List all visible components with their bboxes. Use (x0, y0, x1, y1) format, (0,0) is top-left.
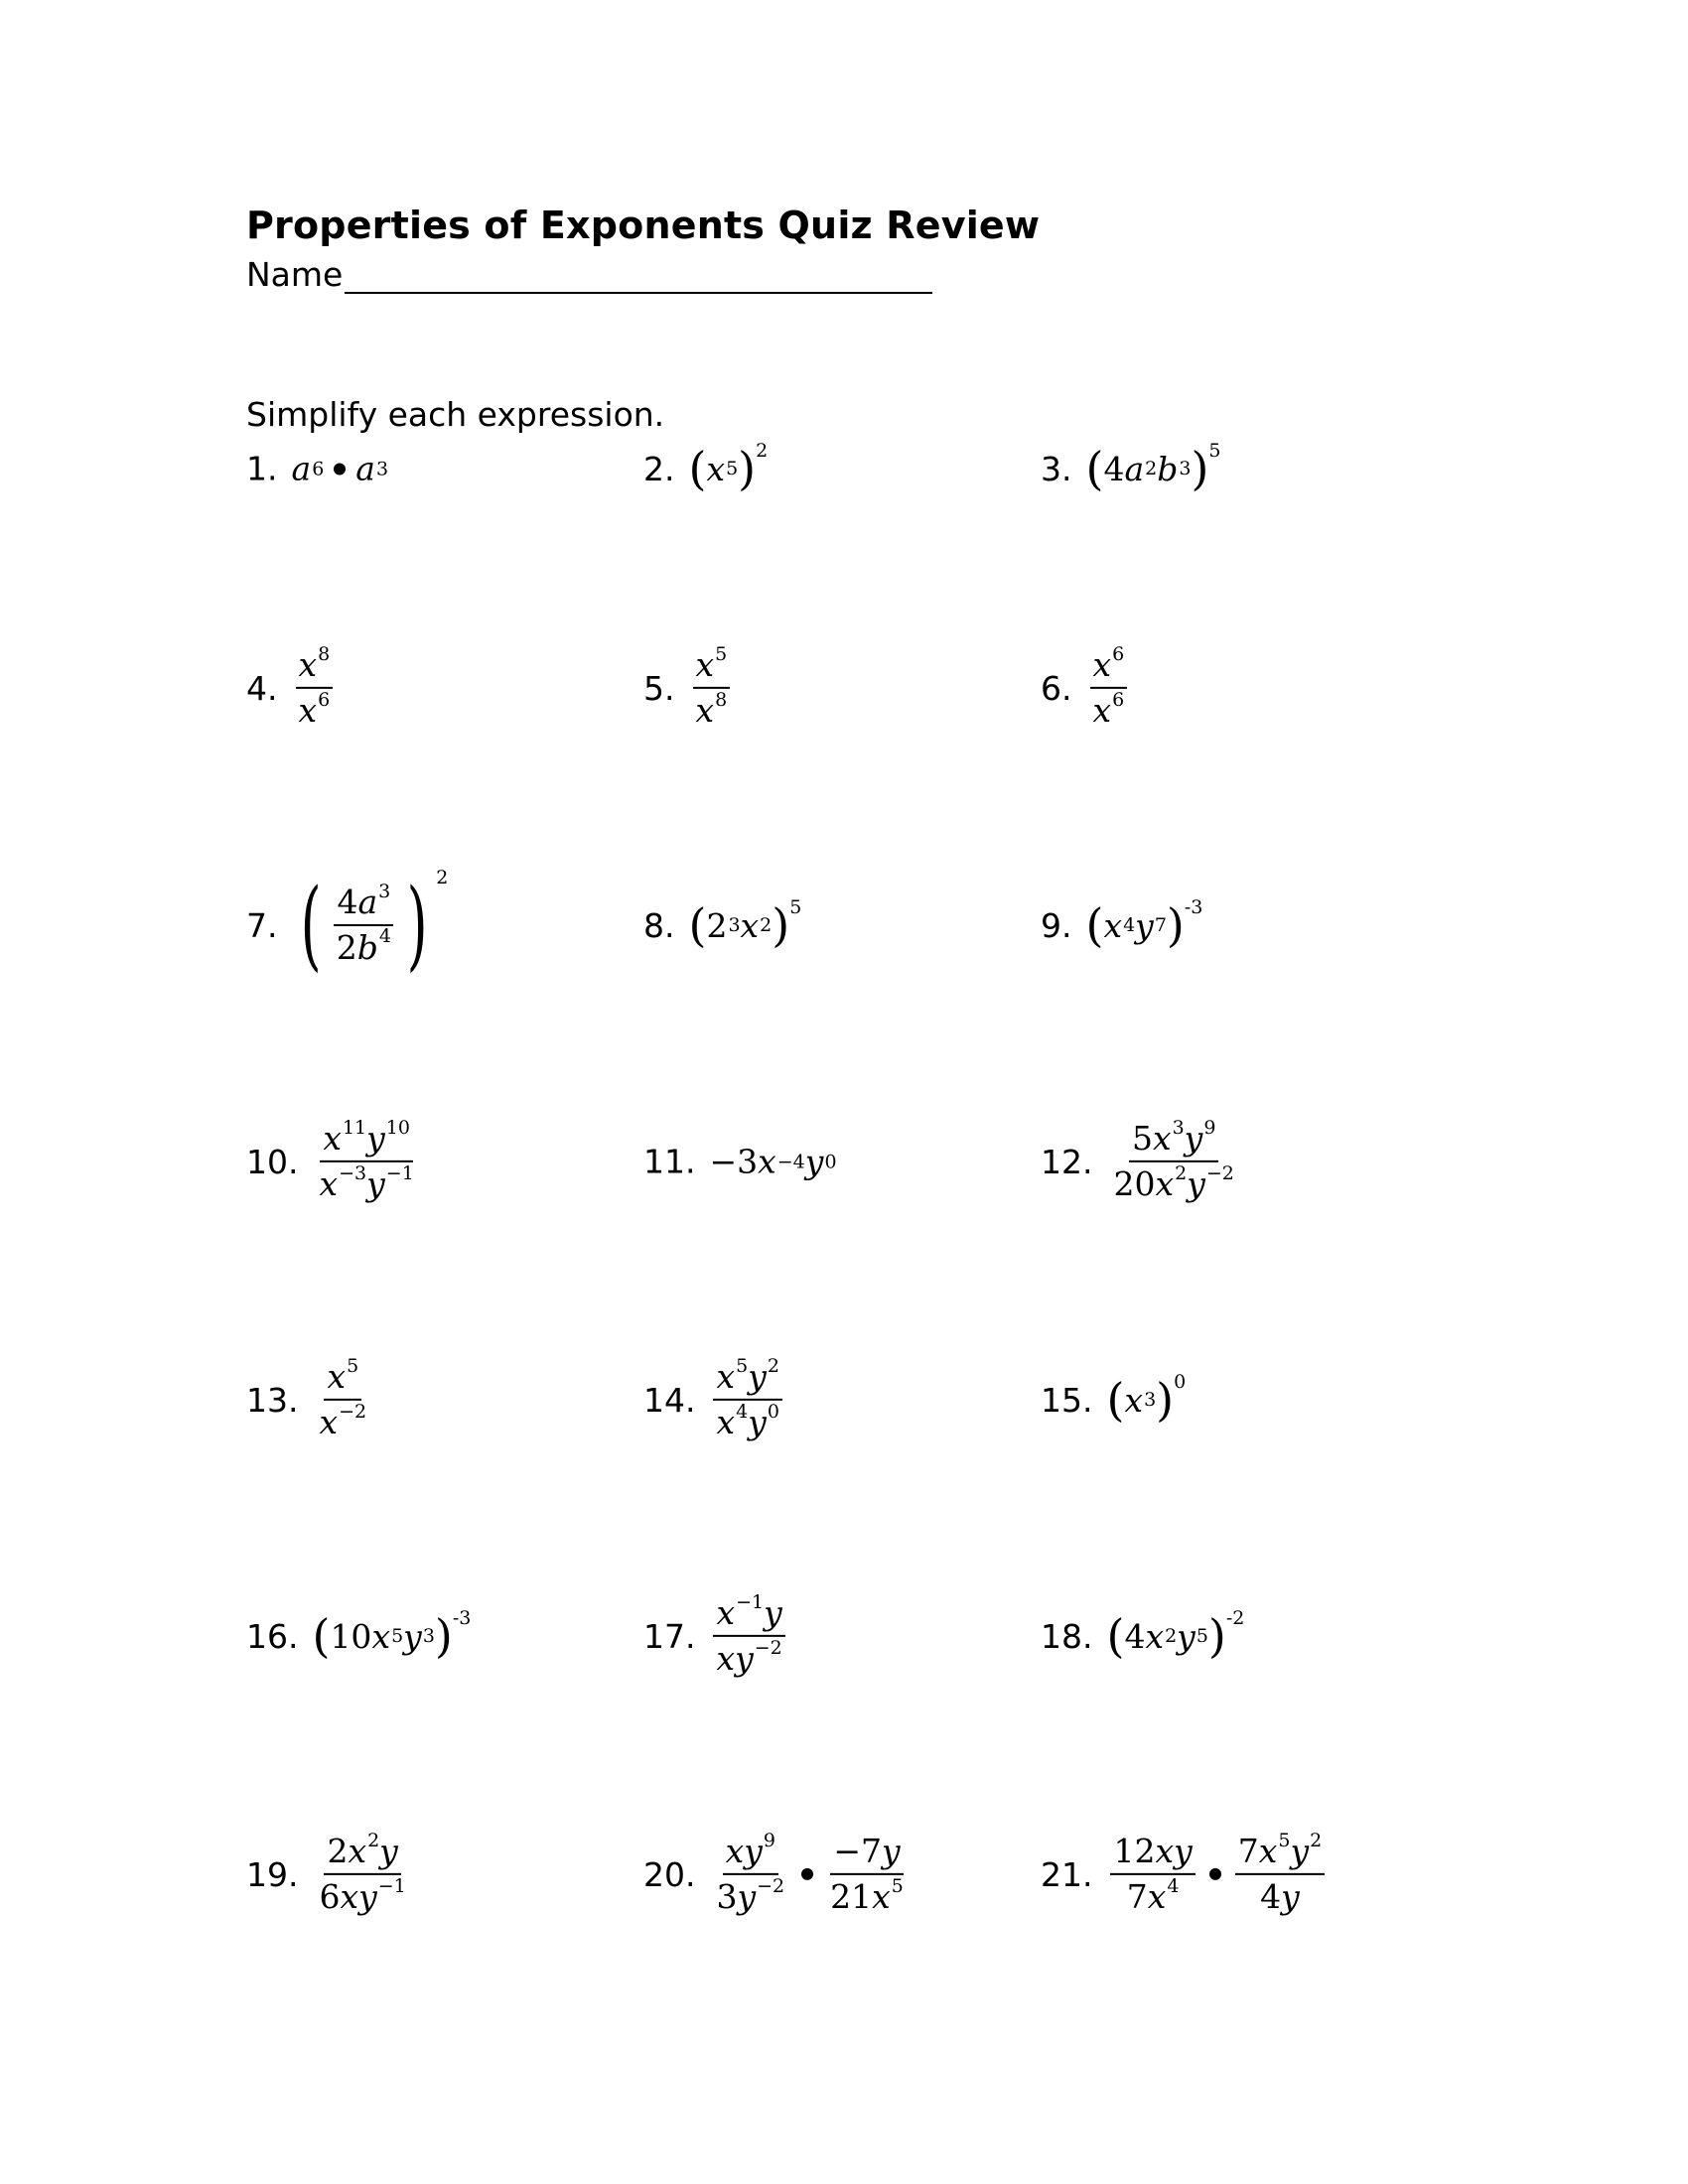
multiply-dot-icon (334, 463, 346, 475)
problem-number: 5. (643, 668, 675, 708)
fraction: $\frac{5x^3y^9}{20x^2y^{-2}}$ (1113, 1116, 1234, 1203)
page-title: Properties of Exponents Quiz Review (246, 204, 1041, 247)
fraction: $\frac{x^8}{x^6}$ (296, 648, 334, 728)
problem-number: 13. (246, 1380, 299, 1420)
problem-number: 8. (643, 905, 675, 945)
fraction: $\frac{-7y}{21x^5}$ (830, 1831, 904, 1916)
problem-number: 16. (246, 1616, 299, 1656)
name-blank-line[interactable] (345, 262, 932, 294)
expression: −3 x −4 y 0 (709, 1142, 837, 1181)
problem-14 (643, 1354, 786, 1441)
fraction: $\frac{x^5}{x^{-2}}$ (319, 1354, 367, 1441)
problem-4 (246, 642, 337, 730)
problem-number: 1. (246, 449, 278, 488)
problem-number: 9. (1041, 905, 1072, 945)
expression: ( 4 x 2 y 5 ) -2 (1106, 1607, 1245, 1663)
problem-number: 18. (1041, 1616, 1093, 1656)
expression: ( x 5 ) 2 (688, 440, 769, 495)
problem-19 (246, 1829, 413, 1916)
problem-13 (246, 1354, 373, 1441)
problem-number: 2. (643, 449, 675, 488)
problem-10 (246, 1116, 421, 1203)
problem-number: 6. (1041, 668, 1072, 708)
problem-20 (643, 1829, 911, 1916)
fraction: $\frac{12xy}{7x^4}$ (1110, 1835, 1195, 1914)
fraction: $\frac{x^6}{x^6}$ (1090, 648, 1128, 728)
problem-11 (643, 1143, 837, 1181)
problem-7 (246, 867, 449, 982)
expression: ( 2 3 x 2 ) 5 (688, 896, 802, 952)
problem-number: 14. (643, 1380, 696, 1420)
problem-number: 21. (1041, 1854, 1093, 1894)
fraction: $\frac{x^{11}y^{10}}{x^{-3}y^{-1}}$ (319, 1116, 414, 1203)
fraction: $\frac{x^{-1}y}{xy^{-2}}$ (713, 1596, 784, 1676)
problem-2 (643, 440, 769, 495)
problem-number: 7. (246, 905, 278, 945)
problem-21 (1041, 1829, 1329, 1916)
fraction: $\frac{xy^9}{3y^{-2}}$ (716, 1829, 785, 1916)
problem-5 (643, 642, 734, 730)
expression: ( 4 a 2 b 3 ) 5 (1085, 440, 1221, 495)
problem-number: 20. (643, 1854, 696, 1894)
problem-number: 10. (246, 1142, 299, 1181)
name-field (246, 255, 932, 294)
problem-15 (1041, 1371, 1187, 1427)
expression (709, 1829, 910, 1916)
expression (1106, 1829, 1329, 1916)
problem-17 (643, 1590, 789, 1678)
problem-6 (1041, 642, 1131, 730)
multiply-dot-icon (1209, 1868, 1221, 1880)
expression: ( x 4 y 7 ) -3 (1085, 896, 1203, 952)
problem-number: 4. (246, 668, 278, 708)
problem-8 (643, 896, 802, 952)
problem-number: 19. (246, 1854, 299, 1894)
problem-number: 3. (1041, 449, 1072, 488)
fraction: $\frac{2x^2y}{6xy^{-1}}$ (319, 1829, 406, 1916)
instructions: Simplify each expression. (246, 395, 665, 434)
problem-number: 17. (643, 1616, 696, 1656)
expression: ( 10 x 5 y 3 ) -3 (312, 1607, 472, 1663)
problem-1 (246, 450, 388, 488)
name-label: Name (246, 255, 344, 294)
fraction: $\frac{4a^3}{2b^4}$ (334, 886, 394, 965)
problem-number: 12. (1041, 1142, 1093, 1181)
fraction: $\frac{7x^5y^2}{4y}$ (1235, 1835, 1325, 1914)
problem-3 (1041, 440, 1221, 495)
problem-9 (1041, 896, 1203, 952)
fraction: $\frac{x^5y^2}{x^4y^0}$ (713, 1360, 781, 1439)
expression: ( $\frac{4a^3}{2b^4}$ ) 2 (300, 867, 449, 982)
problem-18 (1041, 1607, 1245, 1663)
multiply-dot-icon (801, 1868, 813, 1880)
expression: a 6 a 3 (291, 449, 389, 488)
fraction: $\frac{x^5}{x^8}$ (693, 648, 731, 728)
problem-number: 11. (643, 1142, 696, 1181)
problem-12 (1041, 1116, 1241, 1203)
problem-16 (246, 1607, 472, 1663)
expression: ( x 3 ) 0 (1106, 1371, 1187, 1427)
problem-number: 15. (1041, 1380, 1093, 1420)
